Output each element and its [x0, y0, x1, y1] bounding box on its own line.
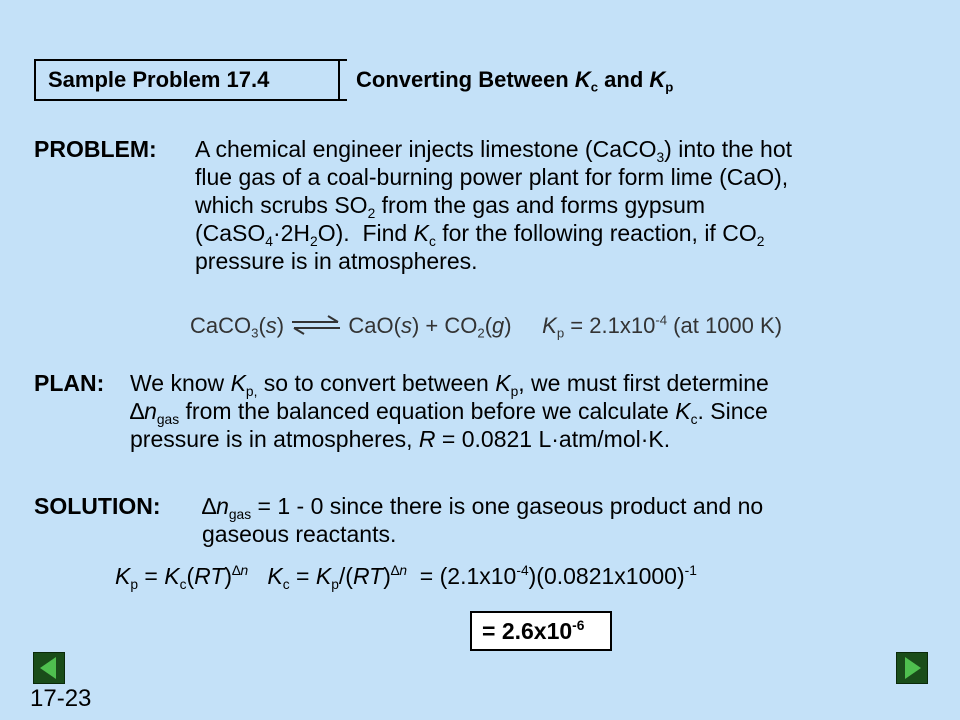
- next-slide-icon: [897, 653, 927, 683]
- slide-number: 17-23: [30, 685, 92, 712]
- kp-kc-equations: $K_p = K_c(RT)^{\Delta n}$ $K_c = K_p/(RT)^{\Delta n} = (2.1x10^{-4})(0.0821x1000)^{-1}$: [115, 563, 697, 592]
- sample-problem-box: [34, 59, 347, 101]
- sample-problem-label: Sample Problem 17.4: [48, 67, 270, 92]
- answer-box: = $2.6x10^{-6}$: [470, 611, 612, 651]
- next-slide-button[interactable]: [896, 652, 928, 684]
- prev-slide-icon: [34, 653, 64, 683]
- problem-label: PROBLEM:: [34, 136, 157, 162]
- reaction-equation: CaCO$_3$(s) $CaO(s) + CO_2(g)$ $K_p = 2.1x10^{-4}$ (at 1000 K): [190, 312, 783, 341]
- equilibrium-arrow-icon: [290, 315, 342, 335]
- problem-text: A chemical engineer injects limestone (CaCO$_3$) into the hot flue gas of a coal-burning power plant for form lime (CaO), which scrubs $SO_2$ from the gas and forms gypsum $(CaSO_4\cdot 2H_2O)$. Find $K_c$ for the following reaction, if $CO_2$ pressure is in atmospheres.: [195, 136, 793, 274]
- plan-text: We know $K_{p,}$ so to convert between $K_p$, we must first determine $\Delta n_{gas}$ from the balanced equation before we calculate $K_c$. Since pressure is in atmospheres, R = 0.0821 L·atm/mol·K.: [130, 370, 769, 452]
- plan-label: PLAN:: [34, 370, 105, 396]
- header-divider: [338, 59, 340, 101]
- solution-label: SOLUTION:: [34, 493, 161, 519]
- page-title: Converting Between $K_c$ and $K_p$: [356, 67, 674, 95]
- solution-text: $\Delta n_{gas} = 1 - 0$ since there is one gaseous product and no gaseous reactants.: [202, 493, 764, 547]
- prev-slide-button[interactable]: [33, 652, 65, 684]
